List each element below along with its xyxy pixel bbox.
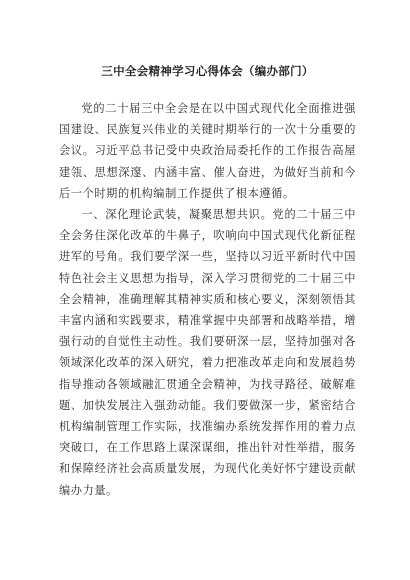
paragraph-intro: 党的二十届三中全会是在以中国式现代化全面推进强国建设、民族复兴伟业的关键时期举行的一次十分重要的会议。习近平总书记受中央政治局委托作的工作报告高屋建瓴、思想深邃、内涵丰富、催人奋进，为做好当前和今后一个时期的机构编制工作提供了根本遵循。 [59, 102, 356, 200]
paragraph-section-1: 一、深化理论武装，凝聚思想共识。党的二十届三中全会务住深化改革的牛鼻子，吹响向中国式现代化新征程进军的号角。我们要学深一些，坚持以习近平新时代中国特色社会主义思想为指导，深入学习贯彻党的二十届三中全会精神，准确理解其精神实质和核心要义，深刻领悟其丰富内涵和实践要求，精准掌握中央部署和战略举措，增强行动的自觉性主动性。我们要研深一层，坚持加强对各领域深化改革的深入研究，着力把准改革走向和发展趋势指导推动各领域融汇贯通全会精神，为找寻路径、破解难题、加快发展注入强劲动能。我们要做深一步，紧密结合机构编制管理工作实际，找准编办系统发挥作用的着力点突破口，在工作思路上谋深谋细，推出针对性举措，服务和保障经济社会高质量发展，为现代化美好怀宁建设贡献编办力量。 [59, 208, 356, 497]
document-title: 三中全会精神学习心得体会（编办部门） [101, 64, 314, 78]
